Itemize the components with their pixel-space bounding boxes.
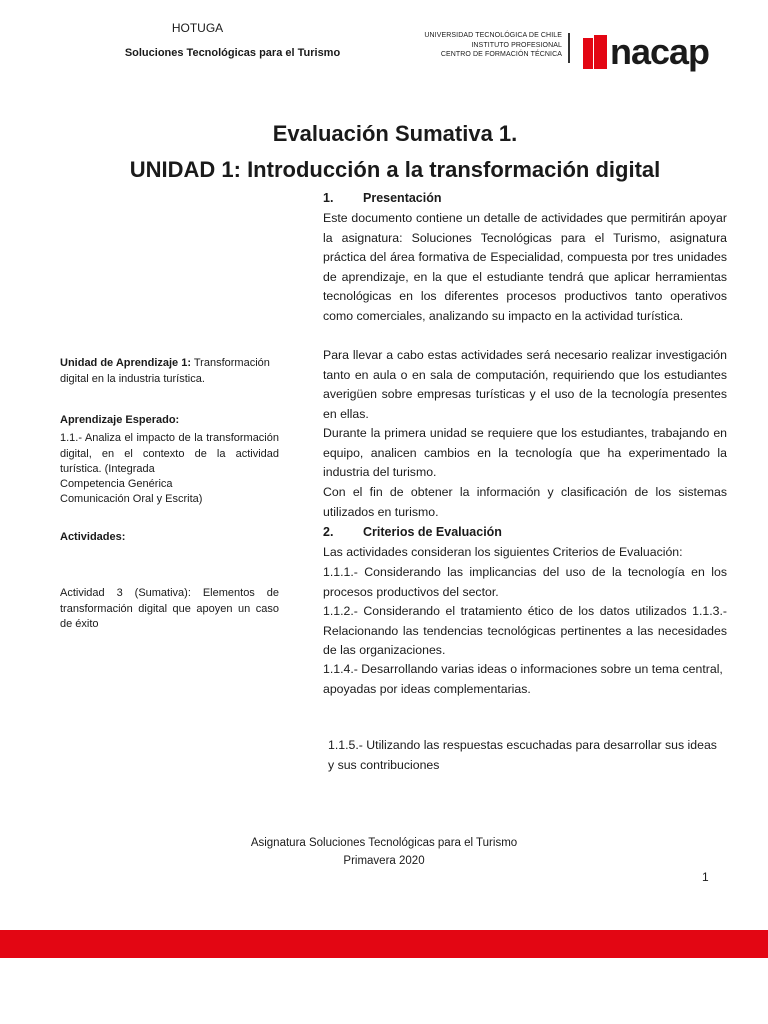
header-divider xyxy=(568,33,570,63)
activities-label: Actividades: xyxy=(60,531,126,543)
activity-text: Actividad 3 (Sumativa): Elementos de transformación digital que apoyen un caso de éxito xyxy=(60,587,279,630)
expected-learning-text: 1.1.- Analiza el impacto de la transformación digital, en el contexto de la actividad turística. (Integrada xyxy=(60,432,279,475)
section-1-paragraph-4: Con el fin de obtener la información y clasificación de los sistemas utilizados en turismo. xyxy=(323,485,727,519)
logo-mark-icon xyxy=(583,35,607,69)
institution-line-3: CENTRO DE FORMACIÓN TÉCNICA xyxy=(440,51,562,58)
logo-text: nacap xyxy=(610,31,710,72)
institution-line-1: UNIVERSIDAD TECNOLÓGICA DE CHILE xyxy=(424,32,562,39)
competence-line-2: Comunicación Oral y Escrita) xyxy=(60,493,203,505)
unit-label: Unidad de Aprendizaje 1: xyxy=(60,357,192,369)
section-1-title: Presentación xyxy=(363,191,442,205)
criterion-1-1-5: 1.1.5.- Utilizando las respuestas escuchadas para desarrollar sus ideas y sus contribuciones xyxy=(328,738,717,772)
competence-line-1: Competencia Genérica xyxy=(60,478,173,490)
section-2-heading xyxy=(323,525,502,539)
footer-red-bar xyxy=(0,930,768,958)
expected-learning-label: Aprendizaje Esperado: xyxy=(60,414,180,426)
unit-block xyxy=(60,356,279,387)
institution-lines xyxy=(390,31,562,60)
unit-text: Transformación digital en la industria turística. xyxy=(60,357,270,385)
footer-course: Asignatura Soluciones Tecnológicas para el Turismo xyxy=(250,837,518,849)
criterion-1-1-2-and-1-1-3: 1.1.2.- Considerando el tratamiento ético de los datos utilizados 1.1.3.- Relacionando las tendencias tecnológicas pertinentes a las necesidades de las organizaciones. xyxy=(323,604,727,657)
page-number: 1 xyxy=(702,870,709,884)
inacap-logo xyxy=(583,31,710,73)
criterion-1-1-1: 1.1.1.- Considerando las implicancias del uso de la tecnología en los procesos productivos del sector. xyxy=(323,565,727,599)
section-1-heading xyxy=(323,191,442,205)
institution-line-2: INSTITUTO PROFESIONAL xyxy=(471,41,562,49)
document-subtitle: UNIDAD 1: Introducción a la transformación digital xyxy=(129,157,661,182)
section-1-paragraph-2: Para llevar a cabo estas actividades será necesario realizar investigación tanto en aula o en sala de computación, requiriendo que los estudiantes averigüen sobre empresas turísticas y el uso de la tecnología presentes en ellas. xyxy=(323,348,727,421)
section-1-paragraph-3: Durante la primera unidad se requiere que los estudiantes, trabajando en equipo, analicen cambios en la tecnología que ha experimentado la industria del turismo. xyxy=(323,426,727,479)
section-1-number: 1. xyxy=(323,191,334,205)
footer-term: Primavera 2020 xyxy=(343,855,425,867)
section-1-paragraph-1: Este documento contiene un detalle de actividades que permitirán apoyar la asignatura: Soluciones Tecnológicas para el Turismo, asignatura práctica del área formativa de Especialidad, compuesta por tres unidades de aprendizaje, en la que el estudiante tendrá que aplicar herramientas tecnológicas en los diferentes procesos productivos tanto operativos como comerciales, analizando su impacto en la actividad turística. xyxy=(323,211,727,323)
organization-name: HOTUGA xyxy=(171,21,224,35)
criterion-1-1-4: 1.1.4.- Desarrollando varias ideas o informaciones sobre un tema central, apoyadas por ideas complementarias. xyxy=(323,662,723,696)
subject-name: Soluciones Tecnológicas para el Turismo xyxy=(124,47,341,59)
document-title: Evaluación Sumativa 1. xyxy=(272,121,518,146)
section-2-number: 2. xyxy=(323,525,334,539)
section-2-title: Criterios de Evaluación xyxy=(363,525,502,539)
criteria-intro: Las actividades consideran los siguientes Criterios de Evaluación: xyxy=(323,545,683,559)
